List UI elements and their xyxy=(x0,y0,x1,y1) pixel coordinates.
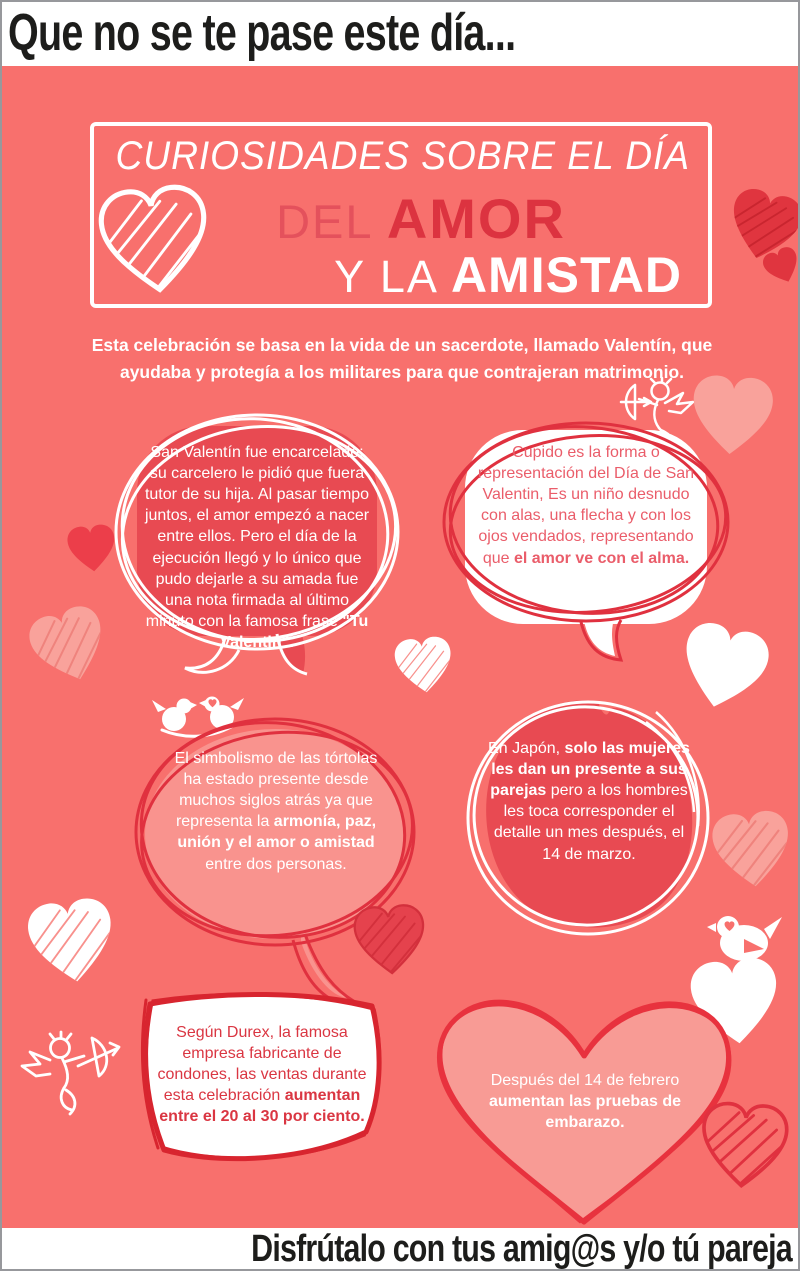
cupid-icon xyxy=(20,1028,132,1128)
scribble-white-heart-icon xyxy=(389,633,459,701)
top-headline: Que no se te pase este día... xyxy=(8,4,516,62)
title-amistad: AMISTAD xyxy=(450,247,682,303)
sketch-red-heart-icon xyxy=(349,901,430,982)
fact-text: Según Durex, la famosa empresa fabricante de condones, las ventas durante esta celebración aumentan entre el 20 al 30 por ciento. xyxy=(157,1024,367,1126)
fact-text: Después del 14 de febrero aumentan las pruebas de embarazo. xyxy=(488,1072,682,1132)
poster-body xyxy=(2,66,798,1228)
fact-bubble-durex xyxy=(118,982,404,1194)
solid-red-heart-icon xyxy=(63,521,120,578)
fact-bubble-san-valentin xyxy=(107,412,407,680)
fact-bubble-japon xyxy=(450,686,726,944)
sketch-white-heart-icon xyxy=(90,180,219,306)
sketch-pink-heart-icon xyxy=(699,805,798,899)
bottom-headline: Disfrútalo con tus amig@s y/o tú pareja xyxy=(251,1228,792,1269)
sketch-red-heart-icon xyxy=(726,178,798,308)
title-yla: Y LA xyxy=(334,251,451,302)
intro-text: Esta celebración se basa en la vida de un sacerdote, llamado Valentín, que ayudaba y protegía a los militares para que contrajeran matrimonio. xyxy=(91,335,713,383)
bottom-headline-bar xyxy=(2,1228,798,1269)
title-del: DEL xyxy=(276,195,387,248)
fact-text: El simbolismo de las tórtolas ha estado presente desde muchos siglos atrás ya que representa la armonía, paz, unión y el amor o amistad entre dos personas. xyxy=(174,750,378,873)
fact-text: Cupido es la forma o representación del Día de San Valentin, Es un niño desnudo con alas, una flecha y con los ojos vendados, representando que el amor ve con el alma. xyxy=(477,444,695,567)
scribble-white-heart-icon xyxy=(20,892,124,996)
scribble-red-heart-icon xyxy=(695,1097,793,1199)
top-headline-bar xyxy=(2,2,798,66)
fact-text: En Japón, solo las mujeres les dan un presente a sus parejas pero a los hombres les toca corresponder el detalle un mes después, el 14 de marzo. xyxy=(488,740,690,863)
title-line-1: CURIOSIDADES SOBRE EL DÍA xyxy=(115,134,691,178)
title-amor: AMOR xyxy=(386,187,566,250)
fact-text: San Valentín fue encarcelado; su carcelero le pidió que fuera tutor de su hija. Al pasar tiempo juntos, el amor empezó a nacer entre ellos. Pero el día de la ejecución llegó y lo único que pudo dejarle a su amada fue una nota firmada al último minuto con la famosa frase "Tu Valentin". xyxy=(144,444,370,651)
